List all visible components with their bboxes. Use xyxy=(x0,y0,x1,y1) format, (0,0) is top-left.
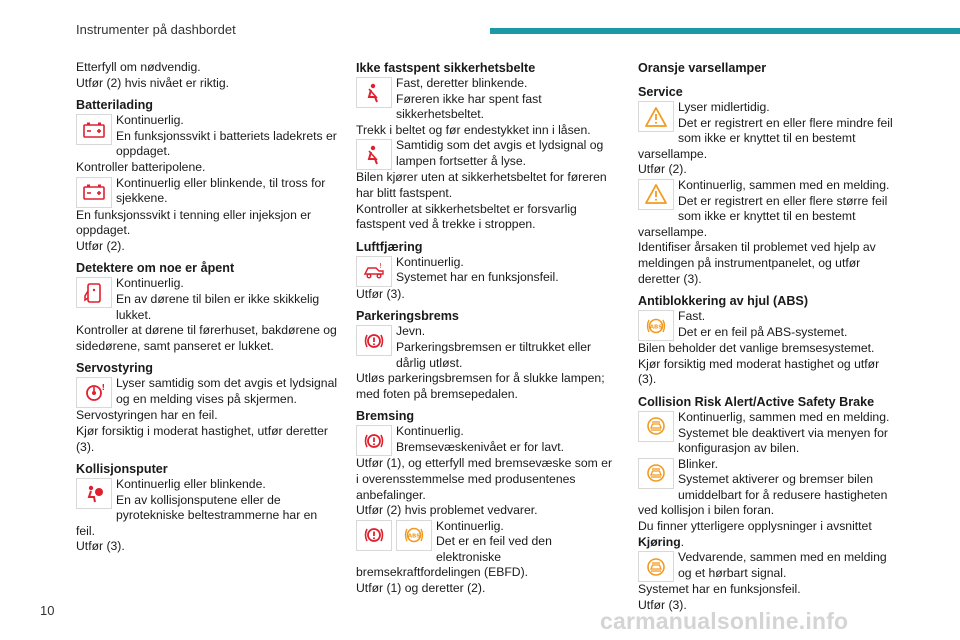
text: Det er en feil på ABS-systemet. xyxy=(678,324,848,339)
text: Fast, deretter blinkende. xyxy=(396,76,528,90)
text: Utfør (2) hvis nivået er riktig. xyxy=(76,75,230,90)
svg-text:!: ! xyxy=(379,262,382,271)
air-suspension-icon xyxy=(356,256,392,287)
text: Utfør (1), og etterfyll med bremsevæske som er i overensstemmelse med produsentenes anbefalinger. xyxy=(356,456,613,502)
warning-row xyxy=(76,113,338,160)
text xyxy=(638,519,900,550)
text: Kontinuerlig. xyxy=(116,276,184,291)
text: Utfør (2) hvis problemet vedvarer. xyxy=(356,503,538,518)
section-title-door: Detektere om noe er åpent xyxy=(76,261,235,276)
collision-alert-icon xyxy=(638,551,674,582)
text: Bremsevæskenivået er for lavt. xyxy=(396,439,564,454)
brake-warning-icon xyxy=(356,520,392,551)
text: Etterfyll om nødvendig. xyxy=(76,60,201,74)
text: Systemet har en funksjonsfeil. xyxy=(638,582,801,597)
text: Kontinuerlig. xyxy=(436,518,504,533)
warning-row xyxy=(638,457,900,519)
warning-row xyxy=(76,176,338,207)
text: Kontinuerlig. xyxy=(116,113,184,128)
abs-icon xyxy=(638,310,674,341)
text: Kontinuerlig eller blinkende. xyxy=(116,477,266,492)
warning-row xyxy=(356,76,618,123)
section-title-steering: Servostyring xyxy=(76,361,153,376)
warning-row xyxy=(638,309,900,340)
text: Kontinuerlig. xyxy=(396,254,464,269)
text: Lyser midlertidig. xyxy=(678,100,770,114)
abs-icon xyxy=(396,520,432,551)
warning-row xyxy=(356,138,618,169)
airbag-icon xyxy=(76,478,112,509)
door-open-icon xyxy=(76,277,112,308)
seatbelt-icon xyxy=(356,77,392,108)
section-title-suspension: Luftfjæring xyxy=(356,239,423,254)
seatbelt-icon xyxy=(356,139,392,170)
text: Bilen beholder det vanlige bremsesystemet. xyxy=(638,341,875,356)
column-3 xyxy=(638,60,900,613)
service-warning-triangle-icon xyxy=(638,179,674,210)
battery-icon xyxy=(76,177,112,208)
section-title-seatbelt: Ikke fastspent sikkerhetsbelte xyxy=(356,61,536,75)
text: Utfør (3). xyxy=(638,597,687,612)
section-heading-orange-lamps: Oransje varsellamper xyxy=(638,61,767,75)
text: Utfør (3). xyxy=(76,539,125,554)
text: Det er registrert en eller flere mindre feil som ikke er knyttet til en bestemt varsellampe. xyxy=(638,115,893,161)
warning-row xyxy=(356,519,618,581)
service-warning-triangle-icon xyxy=(638,101,674,132)
text: Bilen kjører uten at sikkerhetsbeltet for føreren har blitt fastspent. xyxy=(356,170,607,200)
text: Fast. xyxy=(678,309,706,324)
warning-row xyxy=(638,100,900,162)
warning-row xyxy=(638,550,900,581)
warning-row xyxy=(76,477,338,539)
watermark: carmanualsonline.info xyxy=(600,608,849,634)
steering-wheel-icon xyxy=(76,377,112,408)
svg-text:ABS: ABS xyxy=(407,533,421,540)
text: Vedvarende, sammen med en melding og et hørbart signal. xyxy=(678,550,887,580)
text: Utfør (1) og deretter (2). xyxy=(356,581,486,596)
collision-alert-icon xyxy=(638,411,674,442)
text: Systemet ble deaktivert via menyen for konfigurasjon av bilen. xyxy=(678,425,888,456)
text: Det er en feil ved den elektroniske bremsekraftfordelingen (EBFD). xyxy=(356,534,552,580)
column-2 xyxy=(356,60,618,597)
text: Det er registrert en eller flere større feil som ikke er knyttet til en bestemt varsellampe. xyxy=(638,193,888,239)
warning-row xyxy=(356,324,618,371)
warning-row xyxy=(356,255,618,286)
text: Trekk i beltet og før endestykket inn i låsen. xyxy=(356,122,591,137)
text: Lyser samtidig som det avgis et lydsignal og en melding vises på skjermen. xyxy=(116,376,338,406)
text: Kontinuerlig, sammen med en melding. xyxy=(678,177,890,192)
warning-row xyxy=(356,424,618,455)
page-number: 10 xyxy=(40,603,55,618)
link-kjoring: Kjøring xyxy=(638,534,681,549)
text: En av kollisjonsputene eller de pyrotekniske beltestrammerne har en feil. xyxy=(76,492,318,538)
text: Kontinuerlig eller blinkende, til tross for sjekkene. xyxy=(116,175,326,206)
svg-text:ABS: ABS xyxy=(649,323,663,330)
warning-row xyxy=(638,178,900,240)
text: Kjør forsiktig med moderat hastighet og utfør (3). xyxy=(638,356,880,387)
text: Parkeringsbremsen er tiltrukket eller dårlig utløst. xyxy=(396,339,592,370)
text: En funksjonssvikt i tenning eller injeksjon er oppdaget. xyxy=(76,207,312,238)
text: Utfør (2). xyxy=(638,162,687,177)
text: En funksjonssvikt i batteriets ladekrets er oppdaget. xyxy=(116,128,337,159)
header-title: Instrumenter på dashbordet xyxy=(76,22,236,37)
text: En av dørene til bilen er ikke skikkelig lukket. xyxy=(116,291,320,322)
text: Systemet aktiverer og bremser bilen umiddelbart for å redusere hastigheten ved kollisjon i bilen foran. xyxy=(638,472,888,518)
collision-alert-icon xyxy=(638,458,674,489)
text: Kontinuerlig, sammen med en melding. xyxy=(678,409,890,424)
warning-row xyxy=(638,410,900,457)
text: Utfør (2). xyxy=(76,238,125,253)
section-title-service: Service xyxy=(638,85,683,99)
text: Utløs parkeringsbremsen for å slukke lampen; med foten på bremsepedalen. xyxy=(356,371,605,401)
text: Utfør (3). xyxy=(356,286,405,301)
column-1 xyxy=(76,60,338,555)
warning-row xyxy=(76,376,338,407)
section-title-braking: Bremsing xyxy=(356,409,415,424)
text: Jevn. xyxy=(396,324,426,339)
text: Servostyringen har en feil. xyxy=(76,408,218,423)
section-title-airbag: Kollisjonsputer xyxy=(76,462,168,477)
parking-brake-icon xyxy=(356,325,392,356)
text: Du finner ytterligere opplysninger i avsnittet xyxy=(638,519,872,534)
text: Kontroller at sikkerhetsbeltet er forsvarlig fastspent ved å trekke i stroppen. xyxy=(356,201,577,232)
text: Kontroller batteripolene. xyxy=(76,159,206,174)
battery-icon xyxy=(76,114,112,145)
header-accent-bar xyxy=(490,28,960,34)
svg-text:!: ! xyxy=(101,382,106,392)
brake-warning-icon xyxy=(356,425,392,456)
text: Systemet har en funksjonsfeil. xyxy=(396,270,559,285)
section-title-collision-risk: Collision Risk Alert/Active Safety Brake xyxy=(638,394,875,409)
text: Kontroller at dørene til førerhuset, bakdørene og sidedørene, samt panseret er lukket. xyxy=(76,323,337,353)
section-title-abs: Antiblokkering av hjul (ABS) xyxy=(638,294,809,309)
text: Blinker. xyxy=(678,456,718,471)
text: Identifiser årsaken til problemet ved hjelp av meldingen på instrumentpanelet, og utfør deretter (3). xyxy=(638,240,876,286)
text: Føreren ikke har spent fast sikkerhetsbeltet. xyxy=(396,91,542,122)
section-title-battery: Batterilading xyxy=(76,98,153,113)
section-title-parking-brake: Parkeringsbrems xyxy=(356,309,459,324)
text: . xyxy=(680,534,685,549)
text: Kontinuerlig. xyxy=(396,424,464,439)
text: Samtidig som det avgis et lydsignal og lampen fortsetter å lyse. xyxy=(396,138,604,168)
warning-row xyxy=(76,276,338,323)
text: Kjør forsiktig i moderat hastighet, utfør deretter (3). xyxy=(76,423,328,454)
